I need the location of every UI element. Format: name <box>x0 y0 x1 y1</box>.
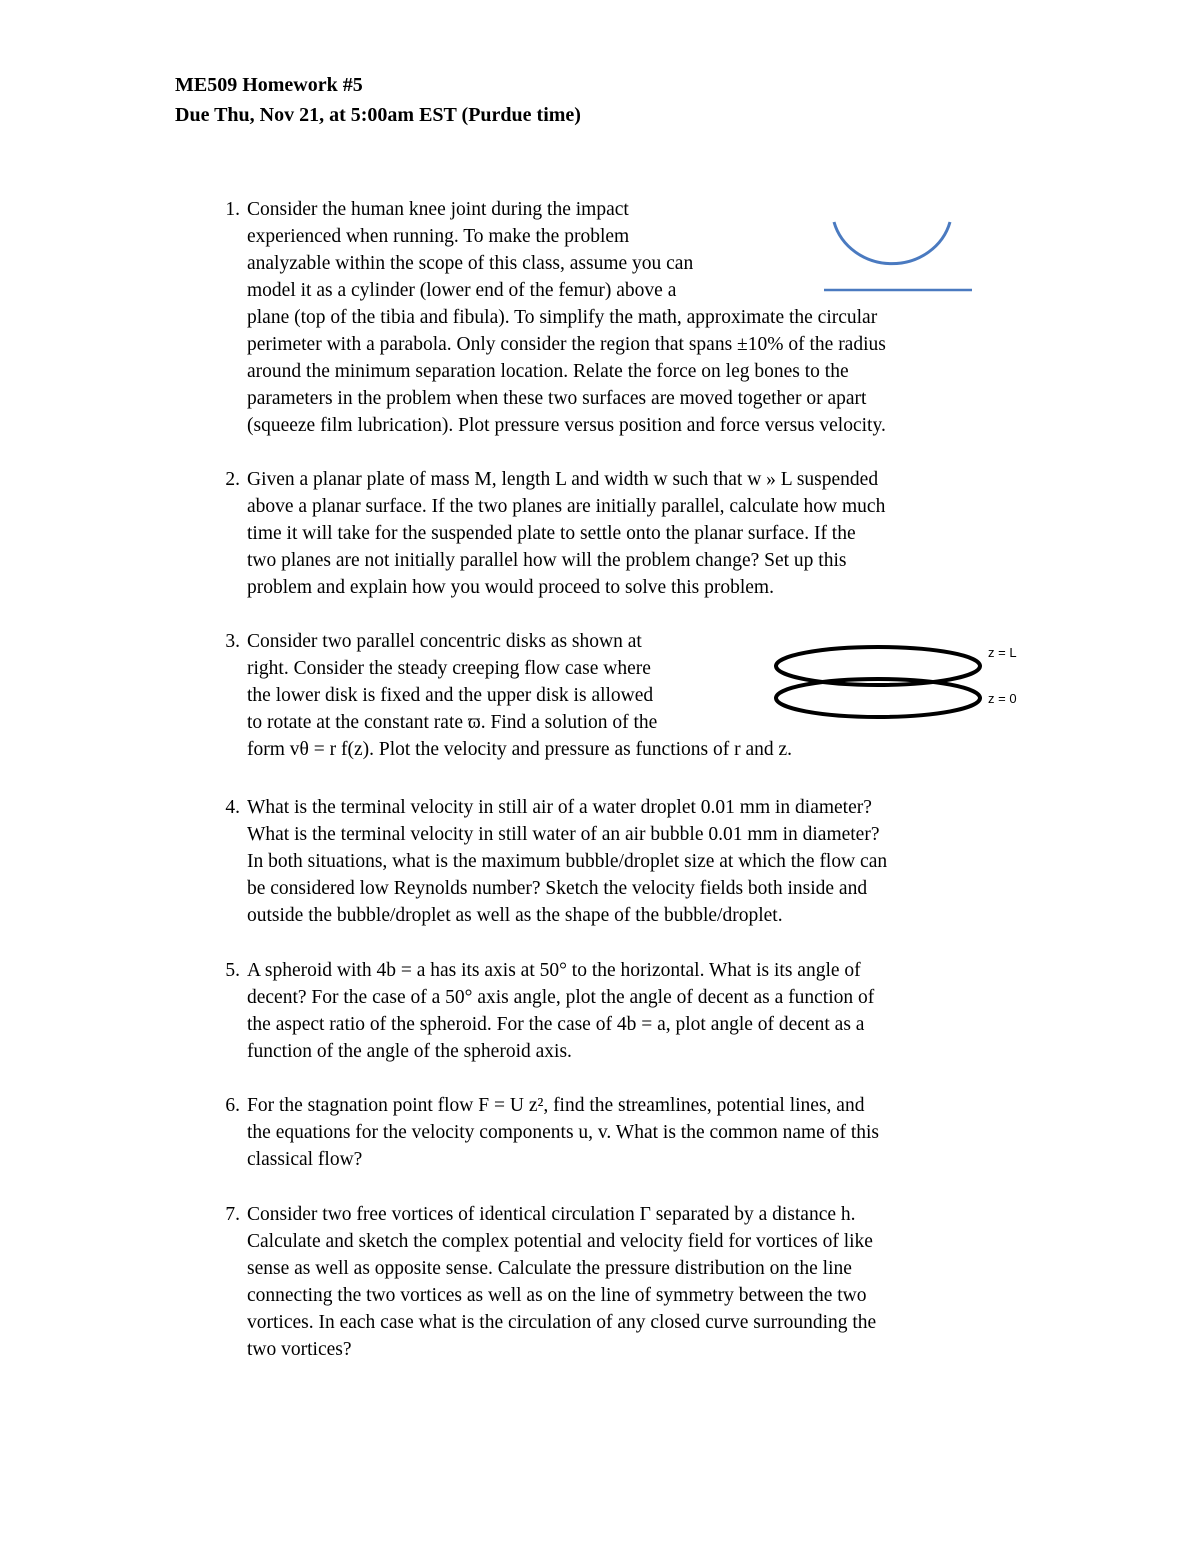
problem-line: sense as well as opposite sense. Calculate the pressure distribution on the line <box>247 1258 852 1279</box>
problem-line: experienced when running. To make the problem <box>247 226 630 247</box>
problem-line: the aspect ratio of the spheroid. For the case of 4b = a, plot angle of decent as a <box>247 1014 865 1035</box>
disk-label-top: z = L <box>988 645 1017 660</box>
problem-text <box>247 1092 879 1173</box>
problem-text <box>247 466 885 601</box>
problem-line: (squeeze film lubrication). Plot pressure versus position and force versus velocity. <box>247 415 886 436</box>
problem-line: A spheroid with 4b = a has its axis at 50° to the horizontal. What is its angle of <box>247 960 861 981</box>
problem-number: 3. <box>225 631 240 652</box>
problem-line: form vθ = r f(z). Plot the velocity and pressure as functions of r and z. <box>247 739 793 760</box>
problem-line: around the minimum separation location. Relate the force on leg bones to the <box>247 361 849 382</box>
problem-number: 7. <box>225 1204 240 1225</box>
problem-line: problem and explain how you would proceed to solve this problem. <box>247 577 774 598</box>
problem-line: right. Consider the steady creeping flow case where <box>247 658 651 679</box>
problem-line: What is the terminal velocity in still air of a water droplet 0.01 mm in diameter? <box>247 797 872 818</box>
problem-line: two vortices? <box>247 1339 352 1360</box>
due-date: Due Thu, Nov 21, at 5:00am EST (Purdue time) <box>175 104 581 126</box>
knee-joint-figure <box>820 210 980 300</box>
problem-line: classical flow? <box>247 1149 363 1170</box>
problem-line: For the stagnation point flow F = U z², find the streamlines, potential lines, and <box>247 1095 865 1116</box>
disk-label-bottom: z = 0 <box>988 691 1017 706</box>
problem-line: vortices. In each case what is the circulation of any closed curve surrounding the <box>247 1312 877 1333</box>
problem-text <box>247 1201 876 1363</box>
problem-line: be considered low Reynolds number? Sketch the velocity fields both inside and <box>247 878 868 899</box>
problem-text <box>247 794 887 929</box>
document-header <box>175 70 581 130</box>
problem-line: analyzable within the scope of this class, assume you can <box>247 253 694 274</box>
problem-text <box>247 957 874 1065</box>
problem-line: the lower disk is fixed and the upper disk is allowed <box>247 685 654 706</box>
problem-line: outside the bubble/droplet as well as the shape of the bubble/droplet. <box>247 905 783 926</box>
problem-number: 2. <box>225 469 240 490</box>
problem-line: Consider two parallel concentric disks as shown at <box>247 631 642 652</box>
problem-line: to rotate at the constant rate ϖ. Find a solution of the <box>247 712 658 733</box>
problem-number: 4. <box>225 797 240 818</box>
problem-line: above a planar surface. If the two planes are initially parallel, calculate how much <box>247 496 886 517</box>
problem-line: Consider two free vortices of identical circulation Γ separated by a distance h. <box>247 1204 856 1225</box>
femur-arc <box>834 222 950 264</box>
problem-line: What is the terminal velocity in still water of an air bubble 0.01 mm in diameter? <box>247 824 880 845</box>
problem-line: connecting the two vortices as well as on the line of symmetry between the two <box>247 1285 867 1306</box>
problem-line: model it as a cylinder (lower end of the femur) above a <box>247 280 677 301</box>
problem-number: 6. <box>225 1095 240 1116</box>
problem-line: plane (top of the tibia and fibula). To simplify the math, approximate the circular <box>247 307 878 328</box>
problem-text <box>247 628 792 763</box>
homework-title: ME509 Homework #5 <box>175 74 363 96</box>
concentric-disks-figure <box>770 640 990 720</box>
problem-line: decent? For the case of a 50° axis angle, plot the angle of decent as a function of <box>247 987 875 1008</box>
problem-line: Given a planar plate of mass M, length L and width w such that w » L suspended <box>247 469 879 490</box>
problem-line: the equations for the velocity components u, v. What is the common name of this <box>247 1122 879 1143</box>
problem-line: two planes are not initially parallel how will the problem change? Set up this <box>247 550 847 571</box>
problem-line: perimeter with a parabola. Only consider the region that spans ±10% of the radius <box>247 334 886 355</box>
problem-line: In both situations, what is the maximum bubble/droplet size at which the flow can <box>247 851 888 872</box>
problem-number: 1. <box>225 199 240 220</box>
problem-line: time it will take for the suspended plate to settle onto the planar surface. If the <box>247 523 856 544</box>
problem-text <box>247 196 886 439</box>
problem-line: Consider the human knee joint during the impact <box>247 199 629 220</box>
problem-number: 5. <box>225 960 240 981</box>
problem-line: parameters in the problem when these two surfaces are moved together or apart <box>247 388 867 409</box>
problem-line: Calculate and sketch the complex potential and velocity field for vortices of like <box>247 1231 873 1252</box>
problem-line: function of the angle of the spheroid axis. <box>247 1041 572 1062</box>
